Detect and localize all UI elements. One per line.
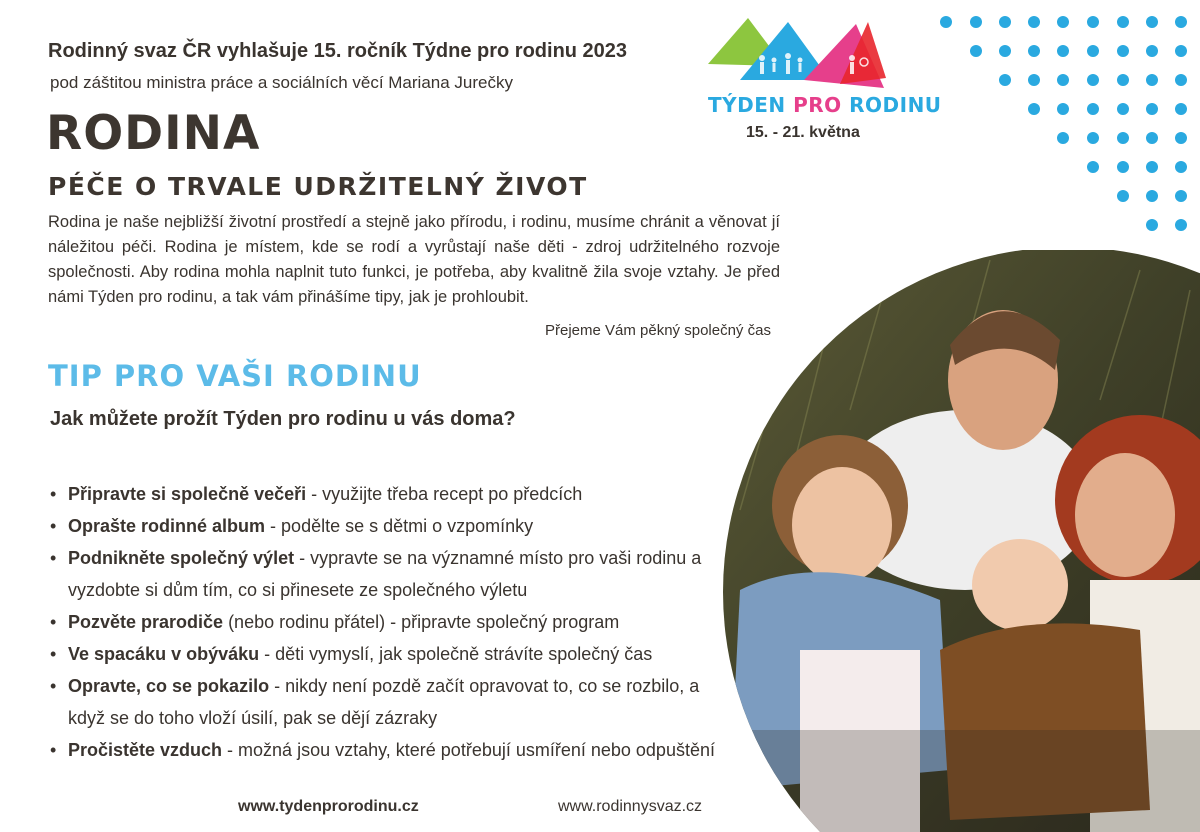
logo-word-pro: PRO xyxy=(793,93,842,117)
tip-title: Pozvěte prarodiče xyxy=(68,612,224,632)
decorative-dot xyxy=(999,16,1011,28)
decorative-dot xyxy=(1057,132,1069,144)
decorative-dot xyxy=(1117,103,1129,115)
event-dates: 15. - 21. května xyxy=(746,124,860,141)
decorative-dot xyxy=(1175,103,1187,115)
decorative-dot xyxy=(1057,103,1069,115)
decorative-dot xyxy=(1146,132,1158,144)
decorative-dot xyxy=(1087,132,1099,144)
decorative-dot xyxy=(1175,74,1187,86)
list-item xyxy=(48,638,738,670)
decorative-dot xyxy=(1175,161,1187,173)
decorative-dot xyxy=(1117,74,1129,86)
decorative-dot xyxy=(1057,16,1069,28)
tip-text: - možná jsou vztahy, které potřebují usmíření nebo odpuštění xyxy=(222,740,715,760)
decorative-dot xyxy=(940,16,952,28)
footer-link-tydenprorodinu[interactable]: www.tydenprorodinu.cz xyxy=(238,798,419,815)
tip-text: - vypravte se na významné místo pro vaši rodinu a vyzdobte si dům tím, co si přinesete ze společného výletu xyxy=(68,548,702,600)
decorative-dot xyxy=(1087,74,1099,86)
logo-word-rodinu: RODINU xyxy=(841,93,942,117)
decorative-dot xyxy=(1175,132,1187,144)
decorative-dot xyxy=(999,74,1011,86)
decorative-dot xyxy=(1175,45,1187,57)
decorative-dot xyxy=(1146,161,1158,173)
list-item xyxy=(48,670,738,734)
mother-head xyxy=(1075,453,1175,577)
tip-text: - využijte třeba recept po předcích xyxy=(306,484,583,504)
decorative-dot xyxy=(1146,219,1158,231)
decorative-dot xyxy=(1146,45,1158,57)
closing-wish: Přejeme Vám pěkný společný čas xyxy=(545,322,771,339)
decorative-dot xyxy=(1087,16,1099,28)
page-subtitle: PÉČE O TRVALE UDRŽITELNÝ ŽIVOT xyxy=(48,172,588,201)
tip-title: Opravte, co se pokazilo xyxy=(68,676,270,696)
decorative-dot xyxy=(1087,45,1099,57)
list-item xyxy=(48,606,738,638)
decorative-dot xyxy=(1117,161,1129,173)
decorative-dot-pattern xyxy=(930,10,1200,250)
tip-question: Jak můžete prožít Týden pro rodinu u vás doma? xyxy=(50,408,516,430)
decorative-dot xyxy=(1057,74,1069,86)
decorative-dot xyxy=(1146,16,1158,28)
decorative-dot xyxy=(1028,16,1040,28)
header-patronage-line: pod záštitou ministra práce a sociálních věcí Mariana Jurečky xyxy=(50,73,513,92)
decorative-dot xyxy=(1175,16,1187,28)
tip-text: - podělte se s dětmi o vzpomínky xyxy=(265,516,534,536)
decorative-dot xyxy=(1028,74,1040,86)
decorative-dot xyxy=(1028,103,1040,115)
decorative-dot xyxy=(1175,190,1187,202)
tip-title: Připravte si společně večeři xyxy=(68,484,307,504)
girl-head xyxy=(792,467,892,583)
tip-title: Ve spacáku v obýváku xyxy=(68,644,260,664)
tip-heading: TIP PRO VAŠI RODINU xyxy=(48,359,422,393)
intro-paragraph: Rodina je naše nejbližší životní prostředí a stejně jako přírodu, i rodinu, musíme chránit a věnovat jí náležitou péči. Rodina je místem, kde se rodí a vyrůstají naše děti - zdroj udržitelného rozvoje společnosti. Aby rodina mohla naplnit tuto funkci, je potřeba, aby kvalitně žila svoje vztahy. Je před námi Týden pro rodinu, a tak vám přinášíme tipy, jak je prohloubit. xyxy=(48,213,780,306)
page-title: RODINA xyxy=(46,106,261,161)
decorative-dot xyxy=(970,45,982,57)
decorative-dot xyxy=(1146,74,1158,86)
tip-text: - děti vymyslí, jak společně strávíte společný čas xyxy=(259,644,653,664)
list-item xyxy=(48,542,738,606)
decorative-dot xyxy=(1146,190,1158,202)
decorative-dot xyxy=(1146,103,1158,115)
decorative-dot xyxy=(1117,132,1129,144)
tip-title: Oprašte rodinné album xyxy=(68,516,266,536)
decorative-dot xyxy=(1057,45,1069,57)
decorative-dot xyxy=(999,45,1011,57)
tip-title: Pročistěte vzduch xyxy=(68,740,223,760)
decorative-dot xyxy=(1028,45,1040,57)
decorative-dot xyxy=(1117,16,1129,28)
header-organizer-line: Rodinný svaz ČR vyhlašuje 15. ročník Týdne pro rodinu 2023 xyxy=(48,40,628,62)
decorative-dot xyxy=(1117,190,1129,202)
decorative-dot xyxy=(1087,103,1099,115)
logo-word-tyden: TÝDEN xyxy=(708,93,794,117)
decorative-dot xyxy=(1117,45,1129,57)
decorative-dot xyxy=(1175,219,1187,231)
list-item xyxy=(48,734,738,766)
tip-title: Podnikněte společný výlet xyxy=(68,548,295,568)
tip-text: (nebo rodinu přátel) - připravte společný program xyxy=(223,612,620,632)
footer-link-rodinnysvaz[interactable]: www.rodinnysvaz.cz xyxy=(558,798,703,815)
family-photo xyxy=(720,250,1200,832)
tip-text: - nikdy není pozdě začít opravovat to, co se rozbilo, a když se do toho vloží úsilí, pak se dějí zázraky xyxy=(68,676,700,728)
list-item xyxy=(48,478,738,510)
logo-wordmark xyxy=(708,93,942,117)
decorative-dot xyxy=(970,16,982,28)
list-item xyxy=(48,510,738,542)
decorative-dot xyxy=(1087,161,1099,173)
tips-list xyxy=(48,478,738,766)
baby-head xyxy=(972,539,1068,631)
